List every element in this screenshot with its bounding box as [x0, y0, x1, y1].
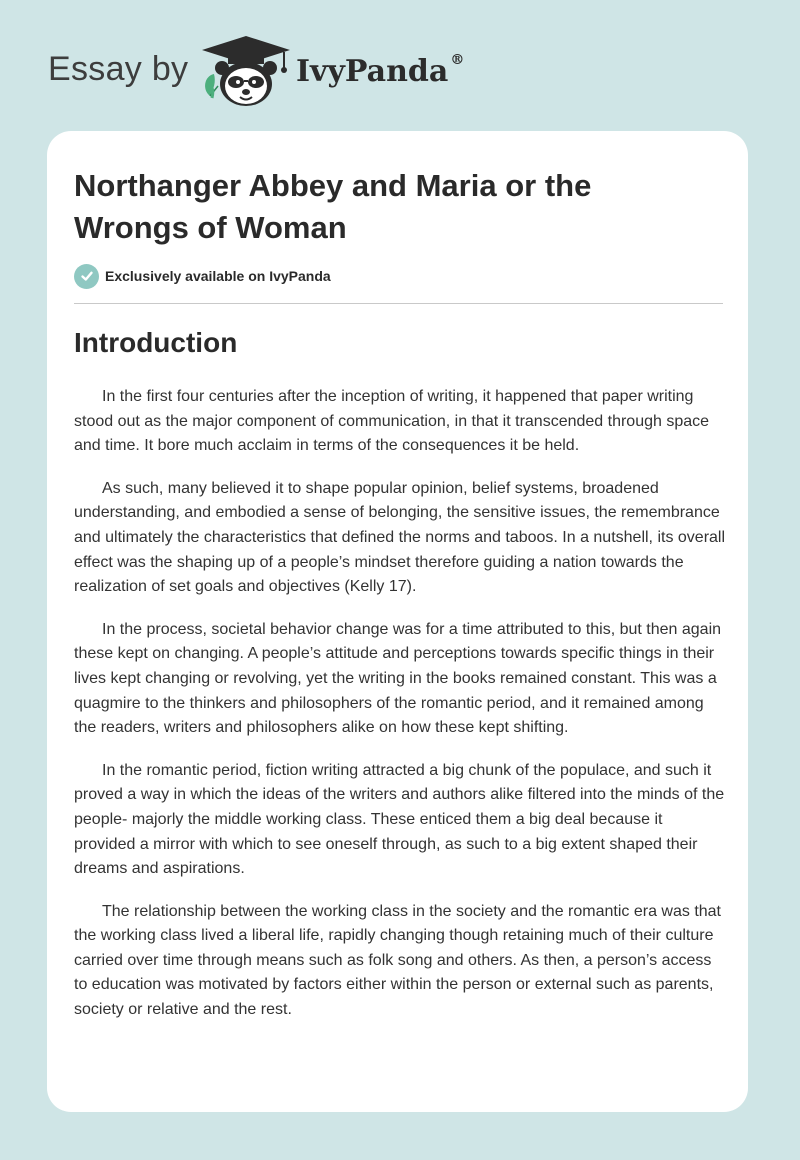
exclusive-label: Exclusively available on IvyPanda — [105, 268, 331, 284]
paragraph: As such, many believed it to shape popular opinion, belief systems, broadened understanding, and embodied a sense of belonging, the sensitive issues, the remembrance and ultimately the characteristics that defined the norms and taboos. In a nutshell, its overall effect was the shaping up of a people’s mindset therefore guiding a nation towards the realization of set goals and objectives (Kelly 17). — [74, 479, 726, 596]
essay-body — [74, 385, 726, 1041]
section-heading: Introduction — [74, 327, 238, 358]
exclusive-badge — [74, 263, 331, 289]
paragraph: The relationship between the working class in the society and the romantic era was that the working class lived a liberal life, rapidly changing though retaining much of their culture carried over time through means such as folk song and others. As then, a person’s access to education was motivated by factors either within the person or external such as parents, society or relative and the rest. — [74, 902, 721, 1019]
essay-by-label: Essay by — [48, 50, 189, 88]
brand-name[interactable] — [296, 54, 464, 89]
page-header — [0, 0, 800, 130]
panda-graduate-logo-icon[interactable] — [200, 34, 292, 110]
page-title: Northanger Abbey and Maria or the Wrongs of Woman — [74, 168, 592, 245]
paragraph: In the first four centuries after the inception of writing, it happened that paper writing stood out as the major component of communication, in that it transcended through space and time. It bore much acclaim in terms of the consequences it be held. — [74, 388, 710, 455]
paragraph: In the process, societal behavior change was for a time attributed to this, but then again these kept on changing. A people’s attitude and perceptions towards specific things in their lives kept changing or revolving, yet the writing in the books remained constant. This was a quagmire to the thinkers and philosophers of the romantic period, and it remained among the readers, writers and philosophers alike on how these kept shifting. — [74, 620, 722, 737]
divider — [74, 303, 723, 304]
check-icon — [74, 264, 99, 289]
registered-mark: ® — [450, 52, 465, 68]
paragraph: In the romantic period, fiction writing attracted a big chunk of the populace, and such it proved a way in which the ideas of the writers and authors alike filtered into the minds of the people- majorly the middle working class. These enticed them a big deal because it provided a mirror with which to see oneself through, as such to a big extent shaped their dreams and aspirations. — [74, 761, 725, 878]
essay-card — [47, 131, 748, 1112]
brand-label: IvyPanda — [296, 54, 449, 89]
